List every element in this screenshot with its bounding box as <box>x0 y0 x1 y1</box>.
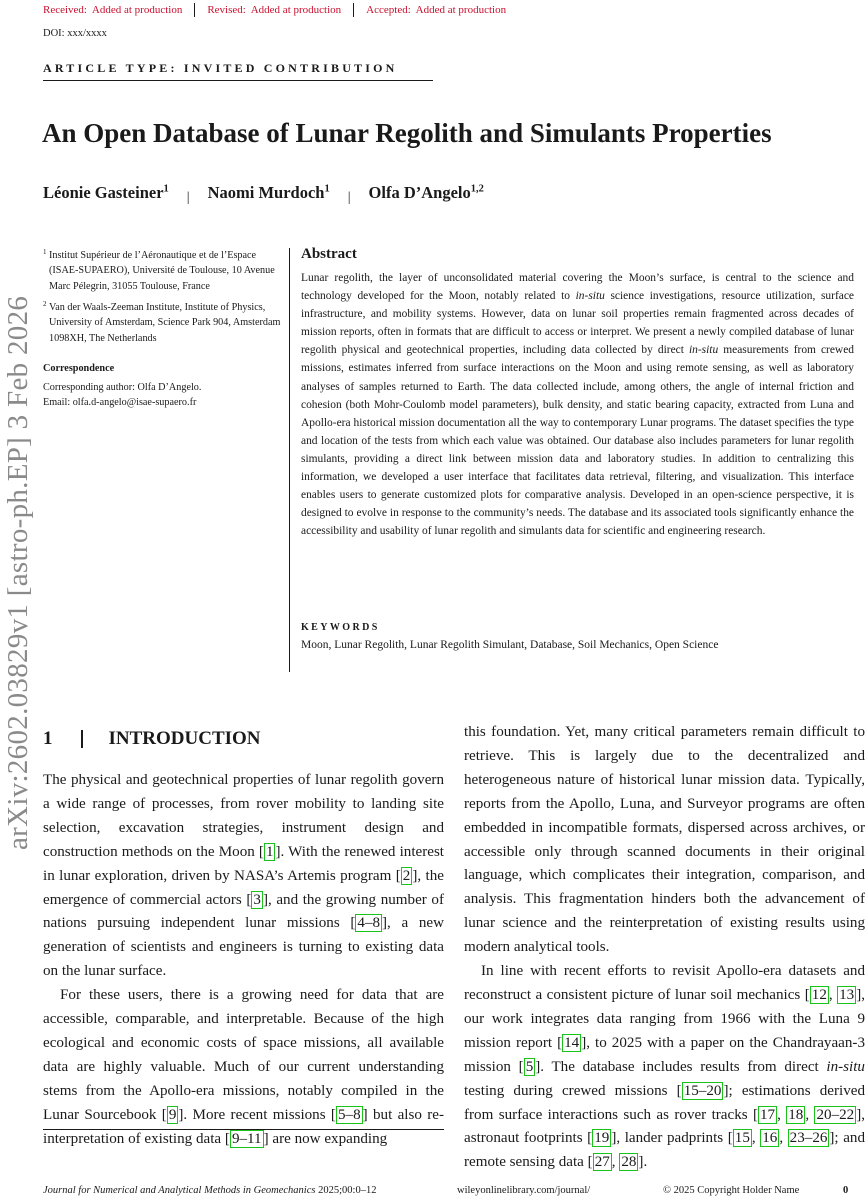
abstract-rule <box>289 248 290 672</box>
paper-title: An Open Database of Lunar Regolith and Simulants Properties <box>42 118 772 148</box>
author[interactable]: Léonie Gasteiner$^1$ <box>43 183 169 202</box>
doi: DOI: xxx/xxxx <box>43 28 107 39</box>
author[interactable]: Olfa D’Angelo$^{1,2}$ <box>368 183 484 202</box>
received-date: Received: Added at production <box>43 3 195 17</box>
article-type-rule <box>43 80 433 81</box>
page-number: 0 <box>843 1185 849 1196</box>
citation-link[interactable]: 2 <box>402 867 411 884</box>
citation-link[interactable]: 20–22 <box>816 1106 855 1123</box>
citation-link[interactable]: 9–11 <box>231 1130 262 1147</box>
citation-link[interactable]: 5–8 <box>337 1106 361 1123</box>
abstract-text: Lunar regolith, the layer of unconsolidated material covering the Moon’s surface, is central to the science and technology developed for the Moon, notably related to in-situ science investigations, resource utilization, surface infrastructure, and mobility systems. However, data on lunar soil properties remain fragmented across decades of mission reports, often in formats that are difficult to access or interpret. We present a newly compiled database of lunar regolith physical and geotechnical properties, including data collected by direct in-situ measurements from crewed missions, estimates inferred from surface interactions on the Moon and using remote sensing, as well as laboratory analyses of samples returned to Earth. The data collected include, among others, the angle of internal friction and cohesion (both Mohr-Coulomb model parameters), bulk density, and static bearing capacity, extracted from Luna and Apollo-era historical mission documentation all the way to contemporary Lunar programs. The dataset specifies the type and location of the tests from which each value was obtained. Our database also includes parameters for lunar regolith simulants, providing a direct link between mission data and laboratory studies. In addition to centralizing this information, we developed a user interface that facilitates data retrieval, filtering, and visualization. This interface enables users to generate customized plots for comparative analysis. Developed in an open-science perspective, it is designed to evolve in response to the community’s needs. The database and its associated tools significantly enhance the accessibility and usability of lunar regolith and simulants data for scientific and engineering research. <box>301 272 854 538</box>
accepted-date: Accepted: Added at production <box>366 4 507 16</box>
affiliation: 1 Institut Supérieur de l’Aéronautique et de l’Espace (ISAE-SUPAERO), Université de Toulouse, 10 Avenue Marc Pélegrin, 31055 Toulouse, France <box>43 248 275 292</box>
journal-site-link[interactable]: wileyonlinelibrary.com/journal/ <box>457 1185 591 1196</box>
journal-citation: Journal for Numerical and Analytical Methods in Geomechanics 2025;00:0–12 <box>43 1185 377 1196</box>
paragraph: In line with recent efforts to revisit Apollo-era datasets and reconstruct a consistent picture of lunar soil mechanics [ 12 , 13 ], our work integrates data ranging from 1966 with the Luna 9 mission report [ 14 ], to 2025 with a paper on the Chandrayaan-3 mission [ 5 ]. The database includes results from direct in-situ testing during crewed missions [ 15–20 ]; estimations derived from surface interactions such as rover tracks [ 17 , 18 , 20–22 ], astronaut footprints [ 19 ], lander padprints [ 15 , 16 , 23–26 ]; and remote sensing data [ 27 , 28 ]. <box>464 963 866 1171</box>
citation-link[interactable]: 27 <box>594 1154 610 1171</box>
citation-link[interactable]: 19 <box>594 1130 610 1147</box>
citation-link[interactable]: 18 <box>788 1106 804 1123</box>
author[interactable]: Naomi Murdoch$^1$ <box>207 183 330 202</box>
citation-link[interactable]: 15–20 <box>683 1082 722 1099</box>
citation-link[interactable]: 14 <box>564 1034 580 1051</box>
citation-link[interactable]: 13 <box>839 986 855 1003</box>
author-separator: | <box>347 190 351 205</box>
citation-link[interactable]: 5 <box>525 1058 534 1075</box>
affiliation: 2 Van der Waals-Zeeman Institute, Institute of Physics, University of Amsterdam, Science Park 904, Amsterdam 1098XH, The Netherlands <box>43 300 281 344</box>
body-column-left <box>43 769 444 1152</box>
section-heading: 1 INTRODUCTION <box>43 728 261 749</box>
citation-link[interactable]: 28 <box>621 1154 637 1171</box>
paragraph: The physical and geotechnical properties of lunar regolith govern a wide range of processes, from rover mobility to landing site selection, excavation strategies, instrument design and construction methods on the Moon [ 1 ]. With the renewed interest in lunar exploration, driven by NASA’s Artemis program [ 2 ], the emergence of commercial actors [ 3 ], and the growing number of nations pursuing independent lunar missions [ 4–8 ], a new generation of scientists and engineers is turning to existing data on the lunar surface. <box>43 772 445 980</box>
citation-link[interactable]: 12 <box>811 986 827 1003</box>
paragraph: For these users, there is a growing need for data that are accessible, comparable, and interpretable. Because of the high ecological and economic costs of space missions, all available data are highly valuable. Much of our current understanding stems from the Apollo-era missions, notably compiled in the Lunar Sourcebook [ 9 ]. More recent missions [ 5–8 ] but also re-interpretation of existing data [ 9–11 ] are now expanding <box>43 987 444 1147</box>
email-link[interactable]: Email: olfa.d-angelo@isae-supaero.fr <box>43 397 197 409</box>
correspondence: Corresponding author: Olfa D’Angelo. Email: olfa.d-angelo@isae-supaero.fr <box>43 380 201 411</box>
keywords-heading: KEYWORDS <box>301 622 380 633</box>
article-type: ARTICLE TYPE: INVITED CONTRIBUTION <box>43 61 398 75</box>
arxiv-stamp: arXiv:2602.03829v1 [astro-ph.EP] 3 Feb 2026 <box>2 295 34 850</box>
copyright: © 2025 Copyright Holder Name <box>663 1185 800 1196</box>
citation-link[interactable]: 17 <box>760 1106 776 1123</box>
paragraph: this foundation. Yet, many critical parameters remain difficult to retrieve. This is largely due to the decentralized and heterogeneous nature of historical lunar mission data. Typically, reports from the Apollo, Luna, and Surveyor programs are often embedded in incompatible formats, dispersed across archives, or accessible only through scanned documents in their original language, which complicates their integration, comparison, and analysis. This fragmentation hinders both the advancement of lunar science and the reinterpretation of existing results using modern analytical tools. <box>464 724 865 956</box>
citation-link[interactable]: 16 <box>762 1130 778 1147</box>
citation-link[interactable]: 3 <box>253 891 261 908</box>
citation-link[interactable]: 23–26 <box>789 1130 828 1147</box>
citation-link[interactable]: 15 <box>734 1130 750 1147</box>
keywords: Moon, Lunar Regolith, Lunar Regolith Simulant, Database, Soil Mechanics, Open Science <box>301 639 719 651</box>
dates-bar <box>43 3 518 17</box>
body-column-right <box>464 721 865 1175</box>
abstract-heading: Abstract <box>301 246 357 262</box>
author-list <box>43 183 484 203</box>
author-separator: | <box>186 190 190 205</box>
correspondence-heading: Correspondence <box>43 363 115 374</box>
footnote-rule <box>43 1129 444 1130</box>
citation-link[interactable]: 1 <box>265 843 274 860</box>
section-divider <box>81 730 83 748</box>
citation-link[interactable]: 9 <box>168 1106 177 1123</box>
citation-link[interactable]: 4–8 <box>357 915 381 932</box>
revised-date: Revised: Added at production <box>195 3 354 17</box>
